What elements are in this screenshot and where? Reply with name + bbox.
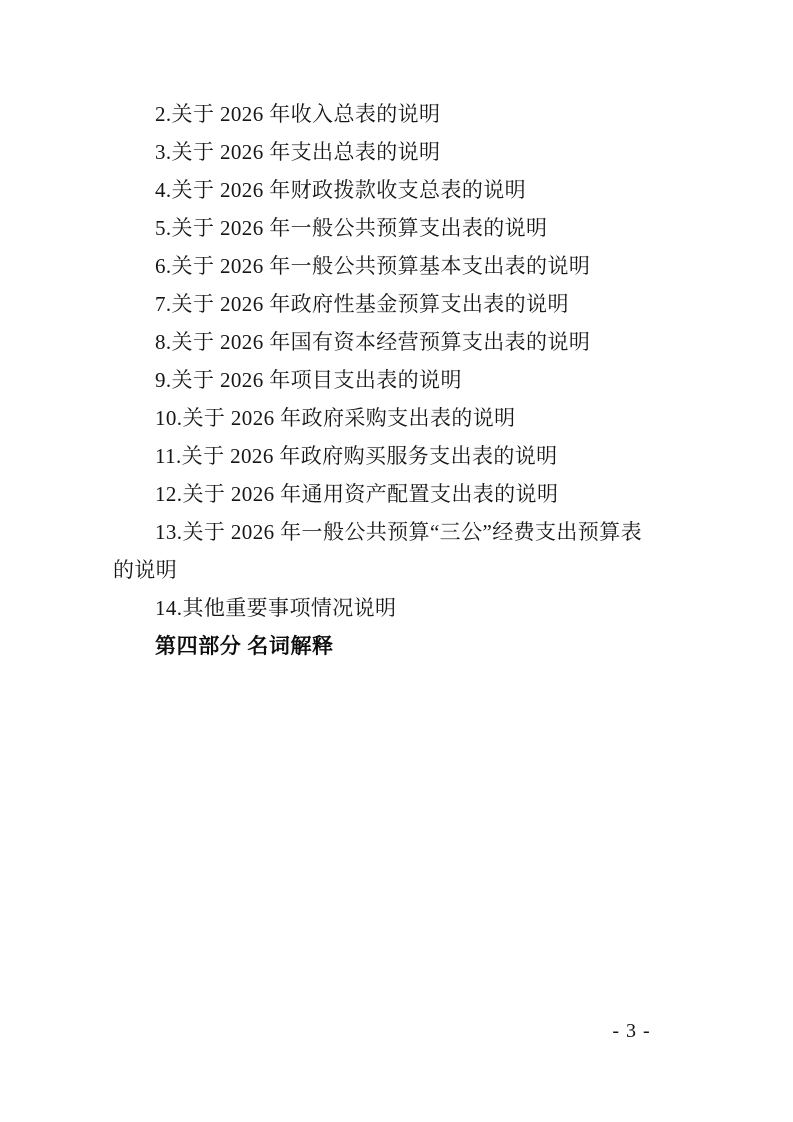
page-number: - 3 - <box>612 1020 651 1042</box>
list-item: 5.关于 2026 年一般公共预算支出表的说明 <box>155 216 548 240</box>
list-item: 9.关于 2026 年项目支出表的说明 <box>155 368 462 392</box>
list-item: 11.关于 2026 年政府购买服务支出表的说明 <box>155 444 558 468</box>
list-item: 14.其他重要事项情况说明 <box>155 596 397 620</box>
list-item: 8.关于 2026 年国有资本经营预算支出表的说明 <box>155 330 591 354</box>
list-item: 7.关于 2026 年政府性基金预算支出表的说明 <box>155 292 569 316</box>
list-item: 3.关于 2026 年支出总表的说明 <box>155 140 441 164</box>
list-item: 13.关于 2026 年一般公共预算“三公”经费支出预算表 <box>155 520 642 544</box>
list-item: 6.关于 2026 年一般公共预算基本支出表的说明 <box>155 254 591 278</box>
list-item: 12.关于 2026 年通用资产配置支出表的说明 <box>155 482 559 506</box>
page-footer <box>0 1020 793 1043</box>
list-item: 4.关于 2026 年财政拨款收支总表的说明 <box>155 178 527 202</box>
list-item-continuation: 的说明 <box>113 558 178 582</box>
document-body <box>113 95 683 665</box>
section-heading: 第四部分 名词解释 <box>155 634 334 658</box>
list-item: 2.关于 2026 年收入总表的说明 <box>155 102 441 126</box>
list-item: 10.关于 2026 年政府采购支出表的说明 <box>155 406 516 430</box>
